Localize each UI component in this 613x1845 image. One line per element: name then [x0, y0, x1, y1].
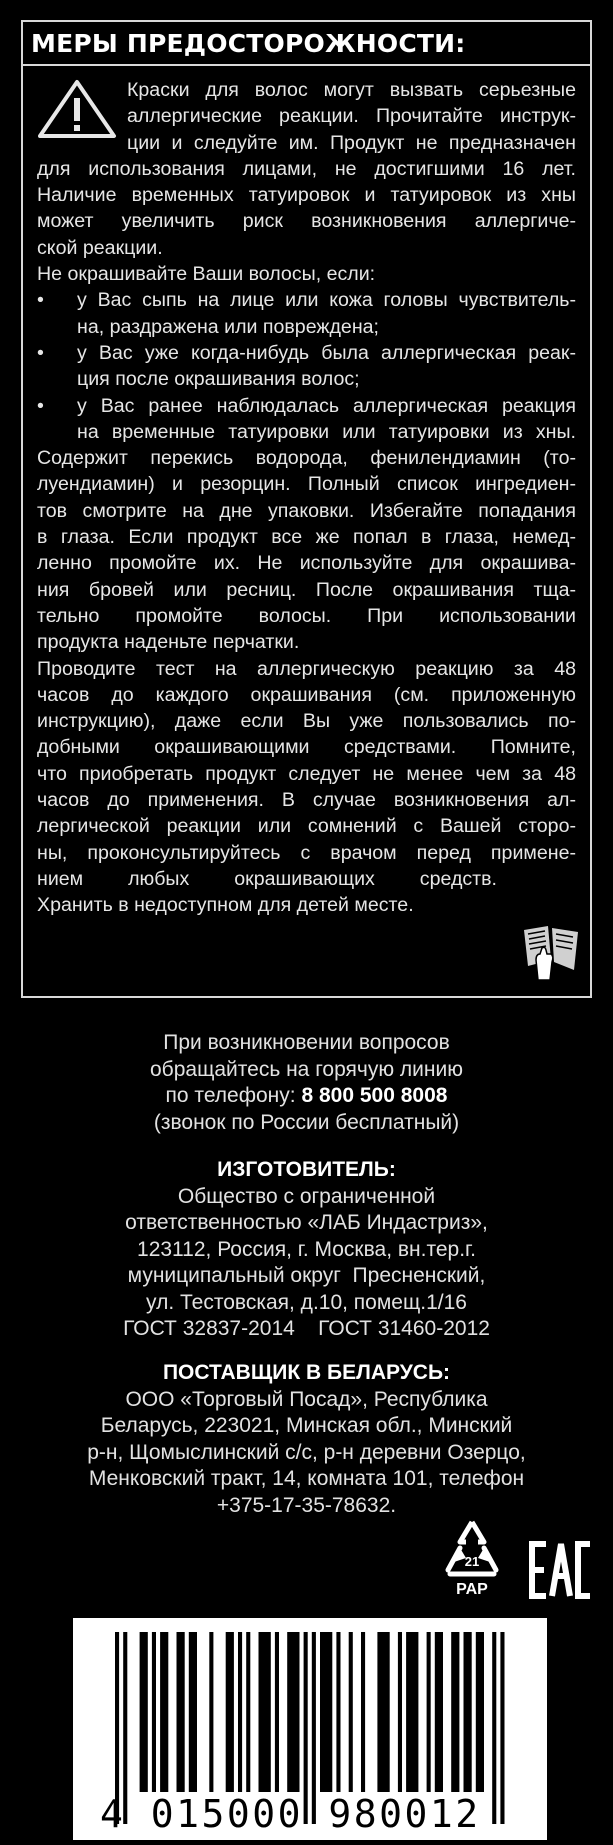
warning-triangle-icon — [37, 79, 117, 139]
bullet-marker — [37, 366, 77, 392]
barcode-bar — [246, 1632, 250, 1792]
barcode-bar — [464, 1632, 472, 1792]
supplier-line: Беларусь, 223021, Минская обл., Минский — [100, 1414, 513, 1437]
barcode — [73, 1618, 547, 1840]
barcode-bar — [209, 1632, 213, 1792]
precaution-line: Проводите тест на аллергическую реакцию за 48 — [37, 657, 576, 680]
precaution-line: часов до применения. В случае возникновения ал- — [37, 789, 576, 812]
precautions-title: МЕРЫ ПРЕДОСТОРОЖНОСТИ: — [23, 22, 590, 66]
hotline-block — [0, 1030, 613, 1136]
hotline-line: При возникновении вопросов — [163, 1031, 450, 1054]
barcode-bar — [287, 1632, 299, 1792]
barcode-digits: 4 015000 980012 — [100, 1792, 481, 1836]
manufacturer-line: муниципальный округ Пресненский, — [127, 1264, 486, 1287]
precaution-line: ния бровей или ресниц. После окрашивания тща- — [37, 578, 576, 601]
hotline-line: обращайтесь на горячую линию — [150, 1057, 463, 1081]
barcode-bar — [226, 1632, 234, 1792]
hotline-line: (звонок по России бесплатный) — [153, 1110, 460, 1134]
barcode-bar — [189, 1632, 197, 1792]
barcode-bar — [406, 1632, 418, 1792]
barcode-bar — [398, 1632, 402, 1792]
precaution-line: луендиамин) и резорцин. Полный список ингредиен- — [37, 473, 576, 496]
precautions-box — [21, 20, 592, 998]
hotline-phone: 8 800 500 8008 — [301, 1084, 448, 1107]
precaution-line: ны, проконсультируйтесь с врачом перед примене- — [37, 841, 576, 864]
precaution-line: ции и следуйте им. Продукт не предназначен — [127, 131, 576, 154]
bullet-marker — [37, 314, 77, 340]
manufacturer-line: ул. Тестовская, д.10, помещ.1/16 — [146, 1290, 467, 1314]
bullet-marker — [37, 419, 77, 445]
bullet-marker: • — [37, 341, 44, 364]
barcode-bar — [435, 1632, 443, 1792]
precaution-bullet-line — [37, 419, 576, 445]
bullet-marker: • — [37, 394, 44, 417]
barcode-bar — [361, 1632, 365, 1792]
manufacturer-line: Общество с ограниченной — [177, 1184, 436, 1208]
precaution-line: в глаза. Если продукт все же попал в глаза, немед- — [37, 526, 576, 549]
barcode-bar — [177, 1632, 185, 1792]
precaution-bullet-line — [37, 287, 576, 313]
bullet-text: у Вас уже когда-нибудь была аллергическая реак- — [77, 341, 576, 364]
precaution-line: инструкцию), даже если Вы уже пользовались по- — [37, 710, 576, 733]
manufacturer-line: ответственностью «ЛАБ Индастриз», — [125, 1211, 488, 1234]
barcode-bar — [320, 1632, 332, 1792]
precaution-line: тов смотрите на дне упаковки. Избегайте попадания — [37, 499, 576, 522]
precaution-line: Содержит перекись водорода, фенилендиамин (то- — [37, 447, 576, 470]
precaution-line: часов до каждого окрашивания (см. приложенную — [37, 683, 576, 706]
supplier-line: р-н, Щомыслинский с/с, р-н деревни Озерцо, — [87, 1440, 526, 1464]
supplier-line: Менковский тракт, 14, комната 101, телефон — [88, 1467, 525, 1490]
barcode-bar — [140, 1632, 148, 1792]
barcode-bar — [476, 1632, 484, 1792]
bullet-text: на, раздражена или повреждена; — [77, 315, 379, 338]
bullet-text: у Вас сыпь на лице или кожа головы чувствитель- — [77, 289, 576, 312]
precautions-text — [23, 66, 590, 919]
barcode-bar — [336, 1632, 340, 1792]
manufacturer-line: 123112, Россия, г. Москва, вн.тер.г. — [137, 1237, 476, 1261]
hotline-phone-line: по телефону: 8 800 500 8008 — [165, 1084, 448, 1107]
recycle-icon — [440, 1518, 504, 1598]
precaution-line: Краски для волос могут вызвать серьезные — [127, 79, 576, 101]
barcode-bar — [349, 1632, 353, 1792]
precaution-bullet-line — [37, 393, 576, 419]
recycle-code: PAP — [456, 1581, 488, 1598]
barcode-bar — [152, 1632, 156, 1792]
barcode-bar — [259, 1632, 271, 1792]
precaution-line: для использования лицами, не достигшими 16 лет. — [37, 157, 576, 180]
precaution-line: лергической реакции или сомнений с Вашей сторо- — [37, 815, 576, 838]
barcode-bar — [238, 1632, 242, 1792]
recycle-number: 21 — [464, 1554, 480, 1569]
bullet-text: на временные татуировки или татуировки из хны. — [77, 420, 576, 443]
precaution-line: тельно промойте волосы. При использовании — [37, 604, 576, 627]
precaution-bullet-line — [37, 366, 576, 392]
bullet-marker: • — [37, 289, 44, 312]
supplier-heading: ПОСТАВЩИК В БЕЛАРУСЬ: — [162, 1361, 451, 1384]
precaution-line: что приобретать продукт следует не менее чем за 48 — [37, 762, 576, 785]
precaution-line: Не окрашивайте Ваши волосы, если: — [37, 263, 376, 286]
supplier-line: +375-17-35-78632. — [216, 1493, 397, 1517]
supplier-block — [0, 1360, 613, 1519]
bullet-text: ция после окрашивания волос; — [77, 368, 360, 391]
read-instructions-icon — [518, 920, 584, 982]
manufacturer-heading: ИЗГОТОВИТЕЛЬ: — [217, 1158, 396, 1181]
barcode-bar — [451, 1632, 459, 1792]
bullet-text: у Вас ранее наблюдалась аллергическая реакция — [77, 394, 576, 417]
precaution-line: ской реакции. — [37, 236, 163, 259]
barcode-bar — [275, 1632, 279, 1792]
precaution-line: ленно промойте их. Не используйте для окрашива- — [37, 552, 576, 575]
barcode-bar — [160, 1632, 168, 1792]
precaution-line: добными окрашивающими средствами. Помните, — [37, 736, 576, 759]
precaution-line: нием любых окрашивающих средств. — [37, 867, 497, 890]
precaution-bullet-line — [37, 340, 576, 366]
manufacturer-line: ГОСТ 32837-2014 ГОСТ 31460-2012 — [123, 1317, 490, 1340]
precaution-line: может увеличить риск возникновения аллергиче- — [37, 210, 576, 233]
precaution-bullet-line — [37, 314, 576, 340]
eac-mark-icon — [528, 1540, 594, 1600]
supplier-line: ООО «Торговый Посад», Республика — [125, 1387, 488, 1411]
barcode-bar — [377, 1632, 389, 1792]
barcode-bar — [427, 1632, 431, 1792]
precaution-line: Наличие временных татуировок и татуировок из хны — [37, 184, 576, 207]
manufacturer-block — [0, 1157, 613, 1343]
precaution-line: Хранить в недоступном для детей месте. — [37, 894, 414, 917]
precaution-line: аллергические реакции. Прочитайте инструк- — [127, 105, 576, 128]
precaution-line: продукта наденьте перчатки. — [37, 631, 300, 654]
